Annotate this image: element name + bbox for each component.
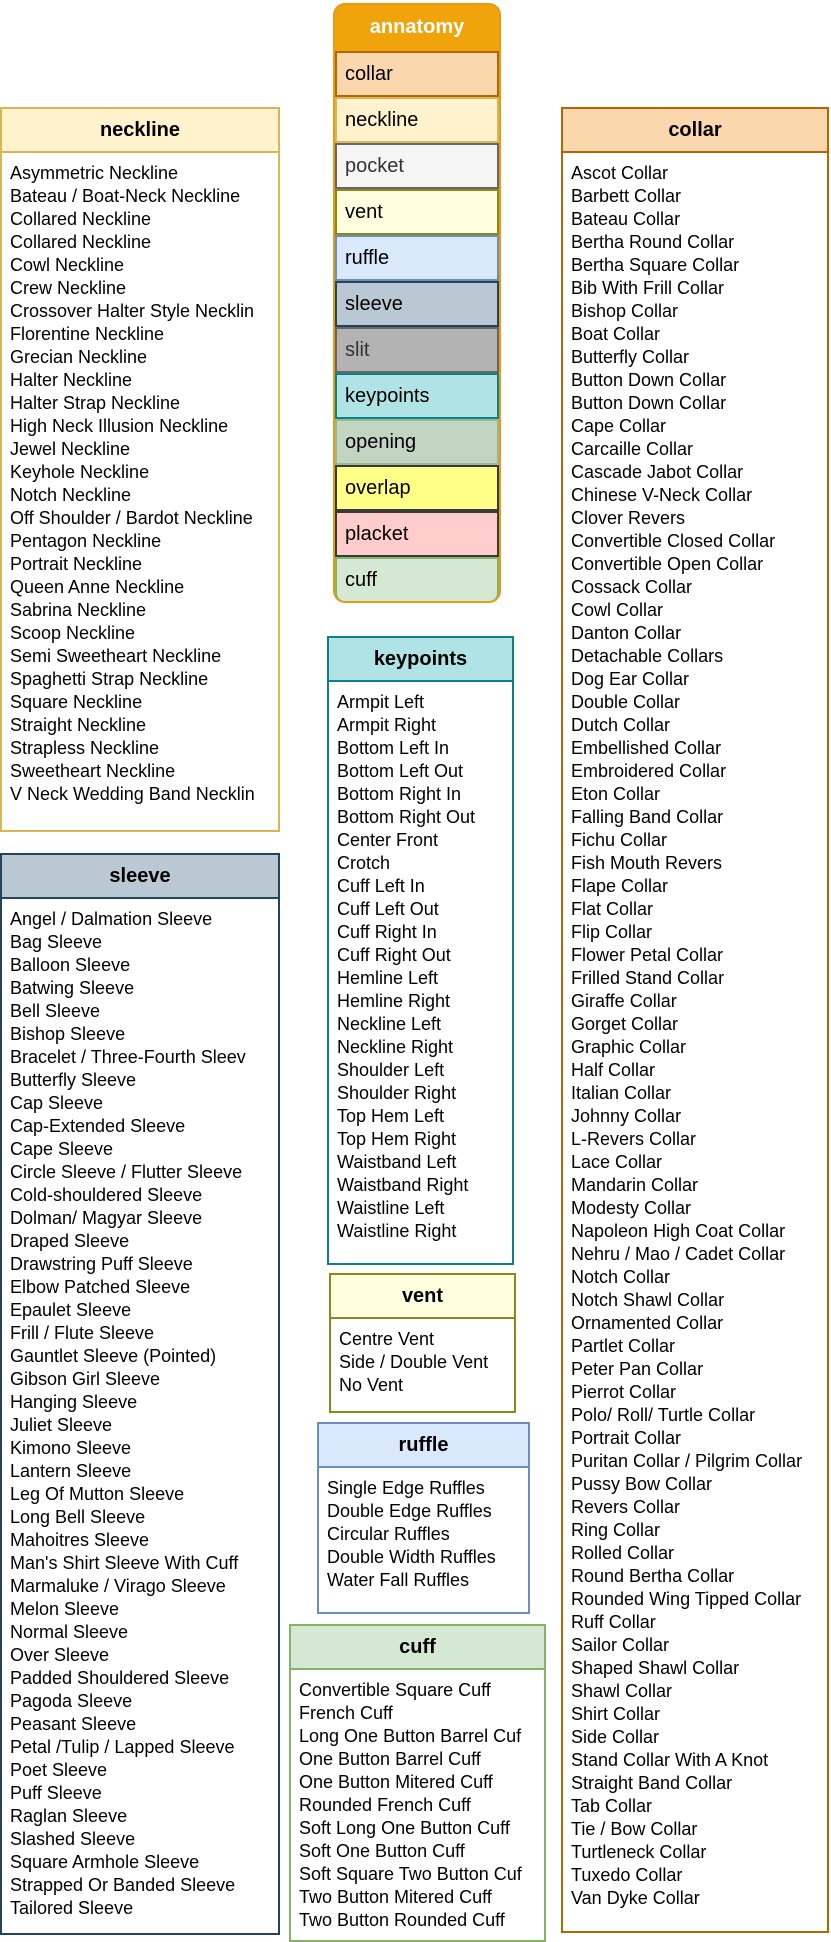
keypoints-list-item: Shoulder Right [337, 1083, 457, 1103]
neckline-list-item: Florentine Neckline [10, 324, 165, 344]
neckline-box [0, 107, 280, 832]
collar-list-item: Side Collar [571, 1727, 660, 1747]
keypoints-list-item: Waistline Left [337, 1198, 445, 1218]
keypoints-list-item: Hemline Left [337, 968, 439, 988]
keypoints-list-item: Top Hem Left [337, 1106, 445, 1126]
collar-list-item: Cascade Jabot Collar [571, 462, 744, 482]
sleeve-list-item: Draped Sleeve [10, 1231, 130, 1251]
sleeve-list-item: Gibson Girl Sleeve [10, 1369, 161, 1389]
collar-list-item: Modesty Collar [571, 1198, 692, 1218]
collar-list-item: Convertible Closed Collar [571, 531, 776, 551]
collar-list-item: Ascot Collar [571, 163, 669, 183]
collar-list [563, 153, 827, 1910]
sleeve-list-item: Elbow Patched Sleeve [10, 1277, 191, 1297]
sleeve-list [2, 899, 278, 1920]
collar-list-item: Carcaille Collar [571, 439, 694, 459]
collar-list-item: Convertible Open Collar [571, 554, 764, 574]
neckline-list-item: Notch Neckline [10, 485, 132, 505]
keypoints-header: keypoints [329, 638, 512, 682]
annatomy-item-ruffle: ruffle [335, 235, 499, 281]
collar-list-item: Flower Petal Collar [571, 945, 724, 965]
collar-list-item: Bateau Collar [571, 209, 681, 229]
cuff-list-item: Two Button Mitered Cuff [299, 1887, 492, 1907]
keypoints-list-item: Neckline Right [337, 1037, 454, 1057]
collar-list-item: Embellished Collar [571, 738, 722, 758]
keypoints-list-item: Bottom Left In [337, 738, 450, 758]
keypoints-list-item: Armpit Right [337, 715, 437, 735]
collar-list-item: Revers Collar [571, 1497, 681, 1517]
sleeve-list-item: Lantern Sleeve [10, 1461, 132, 1481]
collar-list-item: Stand Collar With A Knot [571, 1750, 769, 1770]
neckline-list-item: Pentagon Neckline [10, 531, 162, 551]
annatomy-title: annatomy [369, 16, 465, 38]
sleeve-list-item: Epaulet Sleeve [10, 1300, 132, 1320]
keypoints-list-item: Cuff Left In [337, 876, 425, 896]
collar-list-item: Tab Collar [571, 1796, 653, 1816]
sleeve-list-item: Cape Sleeve [10, 1139, 114, 1159]
neckline-list-item: Semi Sweetheart Neckline [10, 646, 222, 666]
vent-list-item: Centre Vent [339, 1329, 435, 1349]
keypoints-list [329, 682, 512, 1243]
collar-list-item: Cape Collar [571, 416, 667, 436]
annatomy-item-vent: vent [335, 189, 499, 235]
collar-list-item: L-Revers Collar [571, 1129, 697, 1149]
collar-list-item: Polo/ Roll/ Turtle Collar [571, 1405, 756, 1425]
collar-list-item: Boat Collar [571, 324, 661, 344]
keypoints-list-item: Bottom Right In [337, 784, 462, 804]
neckline-list-item: High Neck Illusion Neckline [10, 416, 229, 436]
collar-list-item: Notch Collar [571, 1267, 671, 1287]
collar-list-item: Butterfly Collar [571, 347, 690, 367]
collar-list-item: Rolled Collar [571, 1543, 675, 1563]
collar-list-item: Giraffe Collar [571, 991, 677, 1011]
sleeve-header: sleeve [2, 855, 278, 899]
collar-list-item: Detachable Collars [571, 646, 724, 666]
keypoints-list-item: Waistband Left [337, 1152, 457, 1172]
collar-list-item: Flat Collar [571, 899, 654, 919]
collar-list-item: Bertha Square Collar [571, 255, 740, 275]
keypoints-list-item: Cuff Left Out [337, 899, 439, 919]
sleeve-box [0, 853, 280, 1935]
sleeve-list-item: Leg Of Mutton Sleeve [10, 1484, 185, 1504]
annatomy-item-neckline: neckline [335, 97, 499, 143]
sleeve-list-item: Puff Sleeve [10, 1783, 102, 1803]
neckline-header: neckline [2, 109, 278, 153]
keypoints-list-item: Hemline Right [337, 991, 451, 1011]
collar-list-item: Clover Revers [571, 508, 686, 528]
collar-list-item: Frilled Stand Collar [571, 968, 725, 988]
collar-list-item: Fichu Collar [571, 830, 668, 850]
sleeve-list-item: Man's Shirt Sleeve With Cuff [10, 1553, 239, 1573]
neckline-list-item: Collared Neckline [10, 232, 152, 252]
sleeve-list-item: Cold-shouldered Sleeve [10, 1185, 203, 1205]
collar-list-item: Flip Collar [571, 922, 653, 942]
collar-list-item: Dog Ear Collar [571, 669, 690, 689]
sleeve-list-item: Cap-Extended Sleeve [10, 1116, 186, 1136]
ruffle-box [317, 1422, 530, 1614]
vent-list [331, 1319, 514, 1397]
cuff-header: cuff [291, 1626, 544, 1670]
cuff-list-item: Convertible Square Cuff [299, 1680, 491, 1700]
ruffle-header: ruffle [319, 1424, 528, 1468]
sleeve-list-item: Square Armhole Sleeve [10, 1852, 200, 1872]
annatomy-item-cuff: cuff [335, 557, 499, 603]
sleeve-list-item: Juliet Sleeve [10, 1415, 113, 1435]
collar-list-item: Shawl Collar [571, 1681, 673, 1701]
ruffle-list [319, 1468, 528, 1592]
collar-list-item: Graphic Collar [571, 1037, 687, 1057]
collar-list-item: Chinese V-Neck Collar [571, 485, 753, 505]
collar-list-item: Ruff Collar [571, 1612, 656, 1632]
cuff-list-item: Soft One Button Cuff [299, 1841, 465, 1861]
collar-list-item: Nehru / Mao / Cadet Collar [571, 1244, 786, 1264]
sleeve-list-item: Drawstring Puff Sleeve [10, 1254, 193, 1274]
keypoints-list-item: Bottom Left Out [337, 761, 464, 781]
collar-list-item: Portrait Collar [571, 1428, 682, 1448]
annatomy-item-keypoints: keypoints [335, 373, 499, 419]
keypoints-list-item: Bottom Right Out [337, 807, 476, 827]
keypoints-list-item: Waistband Right [337, 1175, 469, 1195]
neckline-list-item: Asymmetric Neckline [10, 163, 179, 183]
cuff-list-item: One Button Mitered Cuff [299, 1772, 493, 1792]
sleeve-list-item: Petal /Tulip / Lapped Sleeve [10, 1737, 235, 1757]
neckline-list-item: Spaghetti Strap Neckline [10, 669, 209, 689]
collar-list-item: Cossack Collar [571, 577, 693, 597]
neckline-list-item: Jewel Neckline [10, 439, 131, 459]
sleeve-list-item: Cap Sleeve [10, 1093, 104, 1113]
collar-list-item: Shirt Collar [571, 1704, 661, 1724]
collar-list-item: Pierrot Collar [571, 1382, 677, 1402]
collar-list-item: Peter Pan Collar [571, 1359, 704, 1379]
sleeve-list-item: Tailored Sleeve [10, 1898, 134, 1918]
neckline-list-item: Keyhole Neckline [10, 462, 150, 482]
annatomy-item-sleeve: sleeve [335, 281, 499, 327]
neckline-list-item: V Neck Wedding Band Necklin [10, 784, 255, 804]
collar-list-item: Lace Collar [571, 1152, 663, 1172]
annatomy-item-collar: collar [335, 51, 499, 97]
collar-list-item: Tuxedo Collar [571, 1865, 683, 1885]
sleeve-list-item: Kimono Sleeve [10, 1438, 132, 1458]
collar-list-item: Barbett Collar [571, 186, 682, 206]
neckline-list-item: Scoop Neckline [10, 623, 136, 643]
keypoints-box [327, 636, 514, 1265]
keypoints-list-item: Armpit Left [337, 692, 425, 712]
collar-list-item: Cowl Collar [571, 600, 664, 620]
collar-list-item: Half Collar [571, 1060, 656, 1080]
neckline-list-item: Halter Strap Neckline [10, 393, 181, 413]
collar-list-item: Shaped Shawl Collar [571, 1658, 740, 1678]
collar-list-item: Straight Band Collar [571, 1773, 733, 1793]
neckline-list-item: Sweetheart Neckline [10, 761, 176, 781]
neckline-list-item: Crossover Halter Style Necklin [10, 301, 255, 321]
sleeve-list-item: Peasant Sleeve [10, 1714, 137, 1734]
collar-list-item: Double Collar [571, 692, 681, 712]
collar-list-item: Notch Shawl Collar [571, 1290, 725, 1310]
annatomy-item-placket: placket [335, 511, 499, 557]
sleeve-list-item: Frill / Flute Sleeve [10, 1323, 155, 1343]
neckline-list-item: Straight Neckline [10, 715, 147, 735]
collar-list-item: Van Dyke Collar [571, 1888, 700, 1908]
neckline-list-item: Portrait Neckline [10, 554, 143, 574]
keypoints-list-item: Cuff Right Out [337, 945, 451, 965]
neckline-list-item: Sabrina Neckline [10, 600, 147, 620]
ruffle-list-item: Single Edge Ruffles [327, 1478, 485, 1498]
ruffle-list-item: Double Edge Ruffles [327, 1501, 492, 1521]
ruffle-list-item: Circular Ruffles [327, 1524, 450, 1544]
cuff-list [291, 1670, 544, 1932]
collar-list-item: Button Down Collar [571, 393, 727, 413]
sleeve-list-item: Pagoda Sleeve [10, 1691, 133, 1711]
cuff-list-item: Rounded French Cuff [299, 1795, 471, 1815]
sleeve-list-item: Bag Sleeve [10, 932, 103, 952]
collar-list-item: Partlet Collar [571, 1336, 676, 1356]
collar-list-item: Round Bertha Collar [571, 1566, 735, 1586]
collar-list-item: Mandarin Collar [571, 1175, 699, 1195]
collar-list-item: Dutch Collar [571, 715, 671, 735]
collar-list-item: Button Down Collar [571, 370, 727, 390]
annatomy-item-opening: opening [335, 419, 499, 465]
sleeve-list-item: Butterfly Sleeve [10, 1070, 137, 1090]
sleeve-list-item: Circle Sleeve / Flutter Sleeve [10, 1162, 243, 1182]
collar-list-item: Ornamented Collar [571, 1313, 724, 1333]
keypoints-list-item: Crotch [337, 853, 391, 873]
keypoints-list-item: Neckline Left [337, 1014, 442, 1034]
collar-list-item: Puritan Collar / Pilgrim Collar [571, 1451, 803, 1471]
ruffle-list-item: Water Fall Ruffles [327, 1570, 470, 1590]
neckline-list-item: Collared Neckline [10, 209, 152, 229]
keypoints-list-item: Shoulder Left [337, 1060, 445, 1080]
collar-list-item: Gorget Collar [571, 1014, 679, 1034]
neckline-list-item: Bateau / Boat-Neck Neckline [10, 186, 241, 206]
collar-list-item: Napoleon High Coat Collar [571, 1221, 786, 1241]
sleeve-list-item: Bracelet / Three-Fourth Sleev [10, 1047, 246, 1067]
sleeve-list-item: Gauntlet Sleeve (Pointed) [10, 1346, 217, 1366]
vent-list-item: Side / Double Vent [339, 1352, 489, 1372]
sleeve-list-item: Raglan Sleeve [10, 1806, 128, 1826]
keypoints-list-item: Center Front [337, 830, 439, 850]
cuff-list-item: French Cuff [299, 1703, 393, 1723]
collar-list-item: Embroidered Collar [571, 761, 727, 781]
cuff-list-item: One Button Barrel Cuff [299, 1749, 481, 1769]
sleeve-list-item: Slashed Sleeve [10, 1829, 136, 1849]
collar-list-item: Eton Collar [571, 784, 661, 804]
keypoints-list-item: Waistline Right [337, 1221, 457, 1241]
sleeve-list-item: Bishop Sleeve [10, 1024, 126, 1044]
neckline-list-item: Square Neckline [10, 692, 143, 712]
sleeve-list-item: Bell Sleeve [10, 1001, 101, 1021]
annatomy-item-slit: slit [335, 327, 499, 373]
vent-header: vent [331, 1275, 514, 1319]
sleeve-list-item: Padded Shouldered Sleeve [10, 1668, 230, 1688]
collar-list-item: Bib With Frill Collar [571, 278, 725, 298]
collar-list-item: Danton Collar [571, 623, 682, 643]
annatomy-item-pocket: pocket [335, 143, 499, 189]
cuff-list-item: Soft Square Two Button Cuf [299, 1864, 522, 1884]
collar-list-item: Bishop Collar [571, 301, 679, 321]
collar-list-item: Turtleneck Collar [571, 1842, 707, 1862]
collar-list-item: Ring Collar [571, 1520, 661, 1540]
collar-list-item: Fish Mouth Revers [571, 853, 723, 873]
cuff-box [289, 1624, 546, 1942]
neckline-list-item: Halter Neckline [10, 370, 133, 390]
neckline-list-item: Queen Anne Neckline [10, 577, 185, 597]
neckline-list-item: Cowl Neckline [10, 255, 125, 275]
collar-list-item: Italian Collar [571, 1083, 672, 1103]
sleeve-list-item: Poet Sleeve [10, 1760, 108, 1780]
sleeve-list-item: Strapped Or Banded Sleeve [10, 1875, 236, 1895]
sleeve-list-item: Long Bell Sleeve [10, 1507, 146, 1527]
keypoints-list-item: Top Hem Right [337, 1129, 457, 1149]
sleeve-list-item: Over Sleeve [10, 1645, 110, 1665]
keypoints-list-item: Cuff Right In [337, 922, 437, 942]
neckline-list [2, 153, 278, 806]
sleeve-list-item: Mahoitres Sleeve [10, 1530, 150, 1550]
vent-box [329, 1273, 516, 1413]
ruffle-list-item: Double Width Ruffles [327, 1547, 496, 1567]
collar-header: collar [563, 109, 827, 153]
sleeve-list-item: Dolman/ Magyar Sleeve [10, 1208, 203, 1228]
sleeve-list-item: Marmaluke / Virago Sleeve [10, 1576, 226, 1596]
neckline-list-item: Crew Neckline [10, 278, 127, 298]
sleeve-list-item: Angel / Dalmation Sleeve [10, 909, 213, 929]
cuff-list-item: Two Button Rounded Cuff [299, 1910, 505, 1930]
collar-list-item: Rounded Wing Tipped Collar [571, 1589, 802, 1609]
cuff-list-item: Soft Long One Button Cuff [299, 1818, 510, 1838]
collar-list-item: Sailor Collar [571, 1635, 670, 1655]
sleeve-list-item: Melon Sleeve [10, 1599, 120, 1619]
collar-box [561, 107, 829, 1933]
neckline-list-item: Grecian Neckline [10, 347, 148, 367]
collar-list-item: Johnny Collar [571, 1106, 682, 1126]
sleeve-list-item: Hanging Sleeve [10, 1392, 138, 1412]
annatomy-item-overlap: overlap [335, 465, 499, 511]
collar-list-item: Bertha Round Collar [571, 232, 735, 252]
neckline-list-item: Strapless Neckline [10, 738, 160, 758]
sleeve-list-item: Balloon Sleeve [10, 955, 131, 975]
vent-list-item: No Vent [339, 1375, 404, 1395]
sleeve-list-item: Batwing Sleeve [10, 978, 135, 998]
collar-list-item: Flape Collar [571, 876, 669, 896]
collar-list-item: Falling Band Collar [571, 807, 724, 827]
annatomy-container [333, 3, 501, 603]
neckline-list-item: Off Shoulder / Bardot Neckline [10, 508, 253, 528]
cuff-list-item: Long One Button Barrel Cuf [299, 1726, 522, 1746]
collar-list-item: Tie / Bow Collar [571, 1819, 698, 1839]
sleeve-list-item: Normal Sleeve [10, 1622, 129, 1642]
collar-list-item: Pussy Bow Collar [571, 1474, 713, 1494]
